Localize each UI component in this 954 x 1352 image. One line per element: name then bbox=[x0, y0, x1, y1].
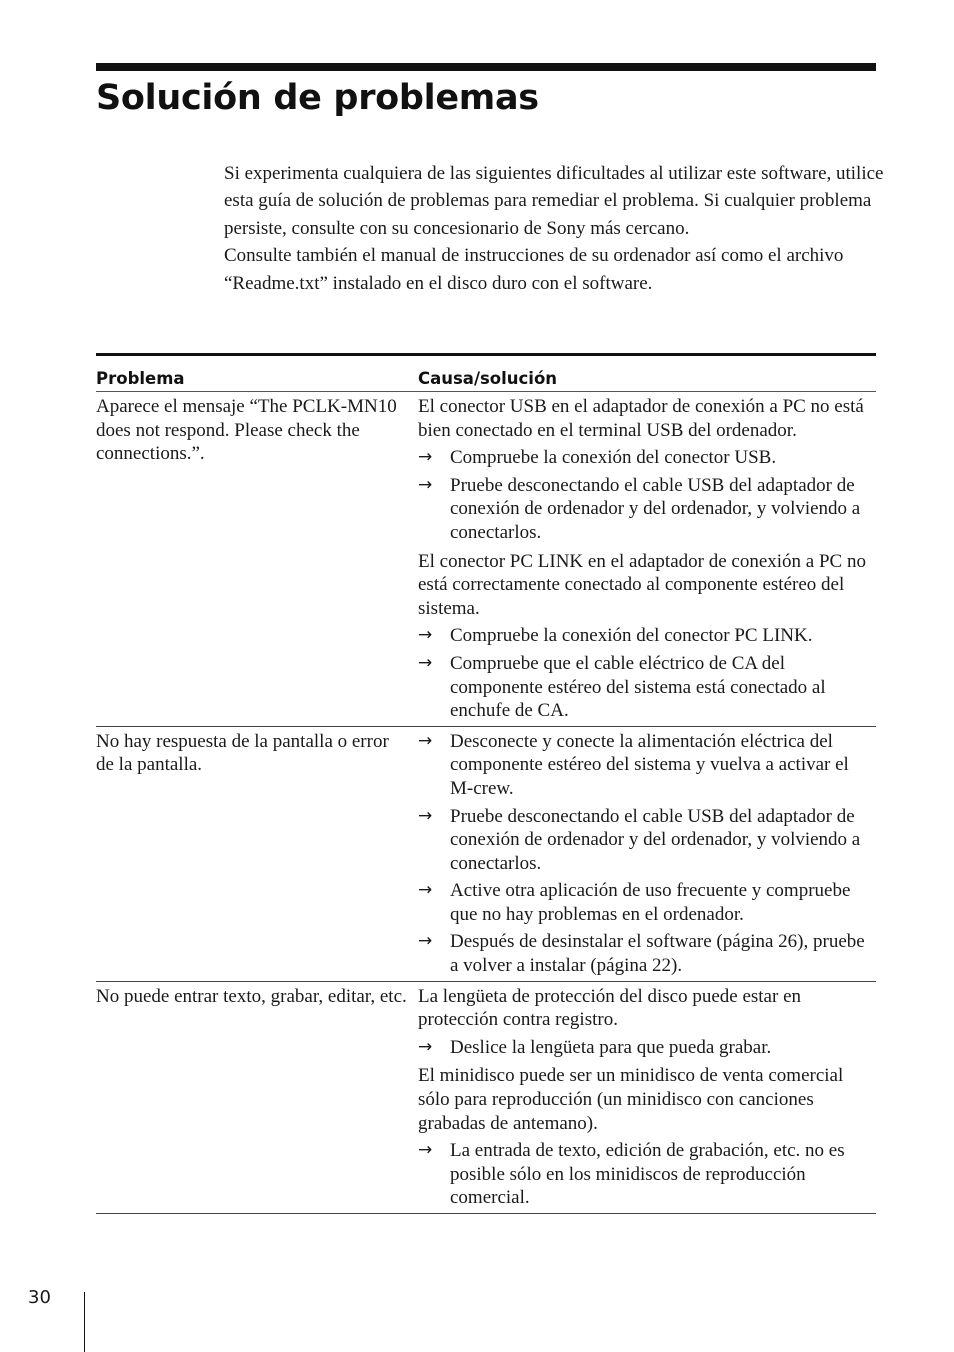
step-text: Desconecte y conecte la alimentación eléctrica del componente estéreo del sistema y vuelva a activar el M-crew. bbox=[450, 730, 849, 799]
table-body bbox=[96, 392, 876, 1214]
problem-cell: Aparece el mensaje “The PCLK-MN10 does not respond. Please check the connections.”. bbox=[96, 396, 397, 465]
title-rule bbox=[96, 63, 876, 71]
arrow-right-icon: → bbox=[418, 931, 433, 952]
solution-step bbox=[418, 652, 876, 723]
cause-text: La lengüeta de protección del disco puede estar en protección contra registro. bbox=[418, 985, 801, 1031]
solution-step bbox=[418, 879, 876, 926]
cause-text: El minidisco puede ser un minidisco de venta comercial sólo para reproducción (un minidisco con canciones grabadas de antemano). bbox=[418, 1065, 844, 1134]
step-text: Deslice la lengüeta para que pueda grabar. bbox=[450, 1036, 772, 1058]
solution-step bbox=[418, 1036, 876, 1060]
solution-step bbox=[418, 805, 876, 876]
margin-line bbox=[84, 1292, 85, 1352]
problem-cell: No puede entrar texto, grabar, editar, etc. bbox=[96, 985, 407, 1007]
solution-step bbox=[418, 474, 876, 545]
table-row bbox=[96, 727, 876, 982]
intro-paragraph: Si experimenta cualquiera de las siguientes dificultades al utilizar este software, utilice esta guía de solución de problemas para remediar el problema. Si cualquier problema persiste, consulte con su concesionario de Sony más cercano. bbox=[224, 163, 884, 239]
arrow-right-icon: → bbox=[418, 652, 433, 673]
solution-cell bbox=[418, 395, 876, 723]
solution-step bbox=[418, 446, 876, 470]
header-problem: Problema bbox=[96, 369, 185, 388]
step-text: Active otra aplicación de uso frecuente y compruebe que no hay problemas en el ordenador. bbox=[450, 880, 851, 925]
problem-cell: No hay respuesta de la pantalla o error de la pantalla. bbox=[96, 730, 389, 776]
solution-step bbox=[418, 624, 876, 648]
page-number: 30 bbox=[28, 1287, 51, 1308]
arrow-right-icon: → bbox=[418, 880, 433, 901]
troubleshooting-table bbox=[96, 353, 876, 1214]
solution-cell bbox=[418, 730, 876, 978]
step-text: Pruebe desconectando el cable USB del adaptador de conexión de ordenador y del ordenador, y volviendo a conectarlos. bbox=[450, 474, 861, 543]
arrow-right-icon: → bbox=[418, 1140, 433, 1161]
table-row bbox=[96, 392, 876, 727]
step-text: Después de desinstalar el software (página 26), pruebe a volver a instalar (página 22). bbox=[450, 931, 865, 977]
solution-step bbox=[418, 930, 876, 977]
header-cause: Causa/solución bbox=[418, 369, 558, 388]
table-header bbox=[96, 356, 876, 392]
step-text: Compruebe que el cable eléctrico de CA del componente estéreo del sistema está conectado al enchufe de CA. bbox=[450, 652, 826, 722]
step-text: Compruebe la conexión del conector USB. bbox=[450, 447, 777, 469]
intro-paragraph: Consulte también el manual de instrucciones de su ordenador así como el archivo “Readme.txt” instalado en el disco duro con el software. bbox=[224, 245, 844, 294]
page-title: Solución de problemas bbox=[96, 78, 539, 118]
cause-text: El conector PC LINK en el adaptador de conexión a PC no está correctamente conectado al componente estéreo del sistema. bbox=[418, 550, 866, 619]
solution-step bbox=[418, 730, 876, 801]
solution-cell bbox=[418, 985, 876, 1210]
step-text: Pruebe desconectando el cable USB del adaptador de conexión de ordenador y del ordenador, y volviendo a conectarlos. bbox=[450, 805, 861, 874]
arrow-right-icon: → bbox=[418, 474, 433, 495]
arrow-right-icon: → bbox=[418, 1036, 433, 1057]
table-row bbox=[96, 982, 876, 1214]
step-text: La entrada de texto, edición de grabación, etc. no es posible sólo en los minidiscos de reproducción comercial. bbox=[450, 1140, 845, 1209]
arrow-right-icon: → bbox=[418, 805, 433, 826]
step-text: Compruebe la conexión del conector PC LINK. bbox=[450, 625, 813, 647]
arrow-right-icon: → bbox=[418, 730, 433, 751]
solution-step bbox=[418, 1139, 876, 1210]
arrow-right-icon: → bbox=[418, 447, 433, 468]
intro-text bbox=[224, 160, 884, 297]
cause-text: El conector USB en el adaptador de conexión a PC no está bien conectado en el terminal USB del ordenador. bbox=[418, 396, 864, 441]
arrow-right-icon: → bbox=[418, 625, 433, 646]
